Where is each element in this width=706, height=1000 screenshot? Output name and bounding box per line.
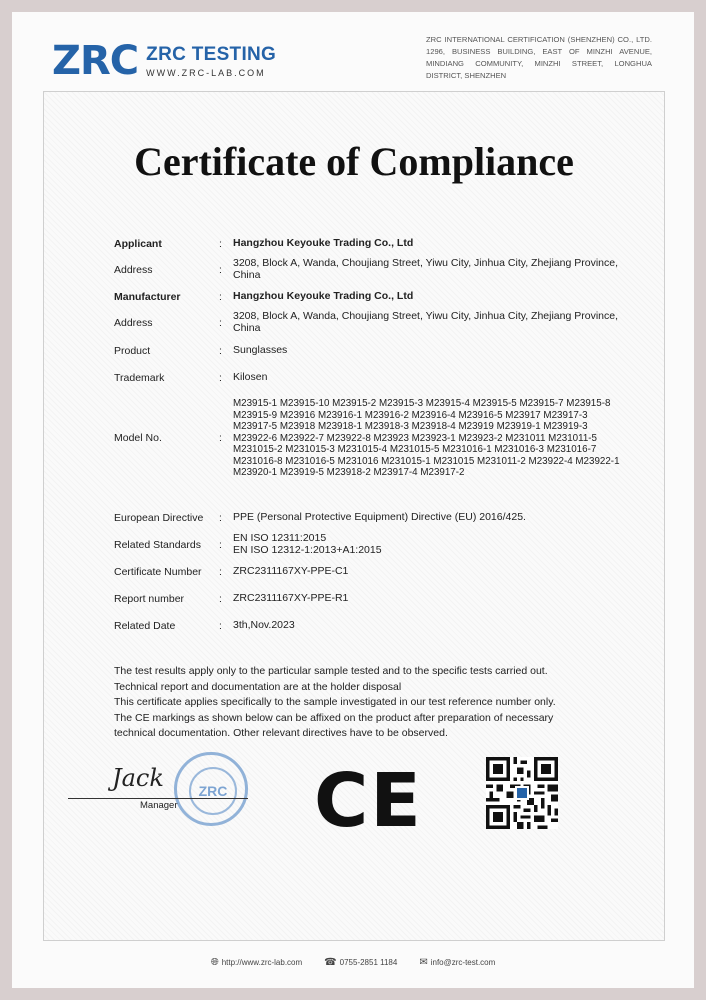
field-model — [114, 398, 624, 479]
qr-code-icon — [486, 757, 558, 829]
standard-2: EN ISO 12312-1:2013+A1:2015 — [233, 543, 382, 556]
field-label: Certificate Number — [114, 566, 202, 578]
field-label: Address — [114, 263, 153, 276]
field-colon: : — [219, 512, 222, 524]
field-label: Model No. — [114, 432, 162, 445]
field-colon: : — [219, 566, 222, 578]
standard-1: EN ISO 12311:2015 — [233, 532, 327, 544]
field-colon: : — [219, 372, 222, 384]
field-value — [233, 533, 624, 556]
logo-mark: ZRC — [52, 38, 139, 84]
field-value: Hangzhou Keyouke Trading Co., Ltd — [233, 237, 414, 250]
field-label: Related Date — [114, 620, 176, 632]
field-address-applicant — [114, 258, 624, 281]
note-line: This certificate applies specifically to the sample investigated in our test reference number only. — [114, 696, 556, 708]
field-label: Product — [114, 345, 151, 357]
field-value: 3208, Block A, Wanda, Choujiang Street, Yiwu City, Jinhua City, Zhejiang Province, China — [233, 257, 619, 281]
field-label: Address — [114, 316, 153, 329]
signature-block — [68, 752, 258, 832]
footer-website-text: http://www.zrc-lab.com — [221, 958, 303, 967]
field-colon: : — [219, 593, 222, 605]
field-label: Related Standards — [114, 538, 201, 551]
field-value: ZRC2311167XY-PPE-C1 — [233, 565, 349, 578]
field-label: Trademark — [114, 372, 165, 384]
field-directive — [114, 512, 624, 524]
company-website: WWW.ZRC-LAB.COM — [146, 68, 266, 78]
field-colon: : — [219, 316, 222, 329]
footer-phone — [324, 957, 397, 968]
handwritten-signature: Jack — [112, 764, 164, 792]
manager-label: Manager — [140, 800, 178, 811]
field-label: European Directive — [114, 512, 204, 524]
company-logo — [52, 38, 276, 84]
field-manufacturer — [114, 291, 624, 303]
field-address-manufacturer — [114, 311, 624, 334]
field-colon: : — [219, 538, 222, 551]
company-address: ZRC INTERNATIONAL CERTIFICATION (SHENZHEN) CO., LTD. 1296, BUSINESS BUILDING, EAST OF MINZHI AVENUE, MINDIANG COMMUNITY, MINZHI STREET, LONGHUA DISTRICT, SHENZHEN — [426, 35, 652, 80]
certificate-page — [12, 12, 694, 988]
note-line: The CE markings as shown below can be affixed on the product after preparation of necessary technical documentation. Other relevant directives have to be observed. — [114, 711, 554, 739]
field-colon: : — [219, 432, 222, 445]
footer-email-text: info@zrc-test.com — [430, 958, 496, 967]
field-applicant — [114, 238, 624, 250]
field-value: M23915-1 M23915-10 M23915-2 M23915-3 M23915-4 M23915-5 M23915-7 M23915-8 M23915-9 M23916 M23916-1 M23916-2 M23916-4 M23916-5 M23917 M23917-3 M23917-5 M23918 M23918-1 M23918-3 M23918-4 M23919 M23919-1 M23919-3 M23922-6 M23922-7 M23922-8 M23923 M23923-1 M23923-2 M231011 M231011-5 M231015-2 M231015-3 M231015-4 M231015-5 M231016-1 M231016-3 M231016-7 M231016-8 M231016-5 M231016 M231015-1 M231015 M231011-2 M23922-4 M23922-1 M23920-1 M23919-5 M23918-2 M23917-4 M23917-2 — [233, 398, 620, 478]
footer-website[interactable] — [211, 957, 302, 968]
field-certificate-number — [114, 566, 624, 578]
field-value: Sunglasses — [233, 344, 288, 357]
footer-email[interactable] — [419, 957, 495, 968]
company-stamp — [174, 752, 248, 826]
field-value: Hangzhou Keyouke Trading Co., Ltd — [233, 290, 414, 303]
field-label: Report number — [114, 593, 185, 605]
footer-contact — [12, 957, 694, 968]
field-value: 3th,Nov.2023 — [233, 619, 295, 632]
field-report-number — [114, 593, 624, 605]
company-name: ZRC TESTING — [146, 44, 277, 65]
field-trademark — [114, 372, 624, 384]
field-colon: : — [219, 263, 222, 276]
field-value: 3208, Block A, Wanda, Choujiang Street, Yiwu City, Jinhua City, Zhejiang Province, China — [233, 310, 619, 334]
field-related-date — [114, 620, 624, 632]
note-line: Technical report and documentation are at the holder disposal — [114, 680, 402, 693]
signature-line — [68, 798, 248, 799]
ce-mark: CE — [314, 758, 423, 844]
field-colon: : — [219, 238, 222, 250]
phone-icon: ☎ — [324, 957, 337, 968]
field-label: Applicant — [114, 238, 162, 250]
stamp-text: ZRC — [198, 783, 228, 799]
field-standards — [114, 533, 624, 556]
globe-icon: 🌐︎ — [210, 957, 219, 968]
field-value: PPE (Personal Protective Equipment) Directive (EU) 2016/425. — [233, 511, 526, 524]
footer-phone-text: 0755-2851 1184 — [339, 958, 398, 967]
field-colon: : — [219, 345, 222, 357]
certificate-title: Certificate of Compliance — [134, 139, 574, 184]
mail-icon: ✉ — [419, 957, 428, 968]
field-colon: : — [219, 620, 222, 632]
field-label: Manufacturer — [114, 291, 181, 303]
field-product — [114, 345, 624, 357]
note-line: The test results apply only to the particular sample tested and to the specific tests carried out. — [114, 665, 548, 677]
field-colon: : — [219, 291, 222, 303]
field-value: ZRC2311167XY-PPE-R1 — [233, 592, 349, 605]
field-value: Kilosen — [233, 371, 268, 384]
compliance-notes — [114, 664, 584, 742]
